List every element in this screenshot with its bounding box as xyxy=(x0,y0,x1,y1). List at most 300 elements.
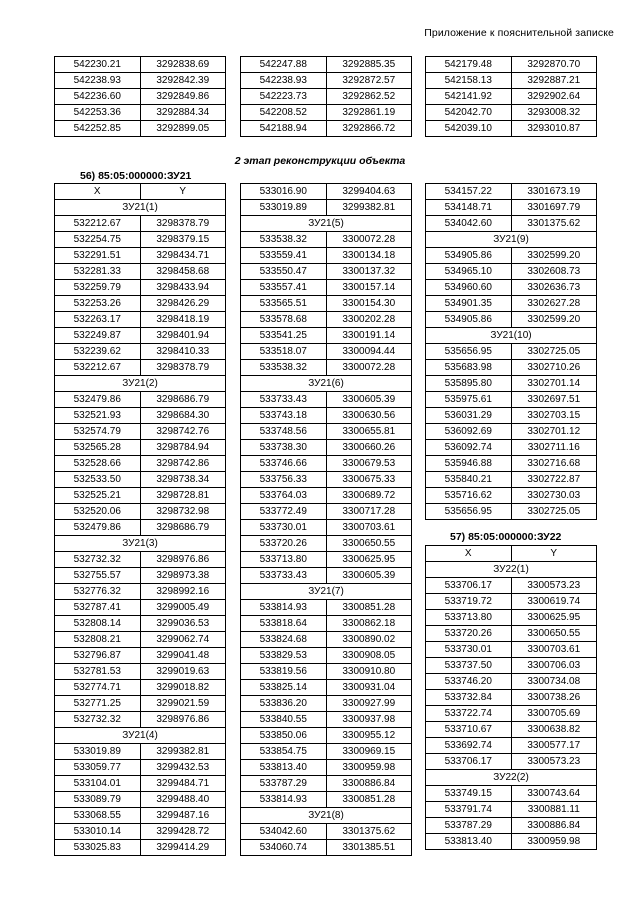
cell-y: 3298738.34 xyxy=(140,472,226,488)
zu21-coordinates-table-3 xyxy=(425,183,597,520)
cell-y: 3302599.20 xyxy=(511,248,597,264)
cell-x: 532774.71 xyxy=(55,680,141,696)
cell-x: 535683.98 xyxy=(426,360,512,376)
cell-x: 532771.25 xyxy=(55,696,141,712)
cell-y: 3298976.86 xyxy=(140,552,226,568)
cell-x: 533733.43 xyxy=(241,568,327,584)
table-row xyxy=(241,792,412,808)
subsection-label: ЗУ21(8) xyxy=(241,808,412,824)
table-row xyxy=(55,105,226,121)
cell-x: 532254.75 xyxy=(55,232,141,248)
cell-x: 533791.74 xyxy=(426,802,512,818)
cell-x: 533749.15 xyxy=(426,786,512,802)
table-row xyxy=(55,520,226,536)
cell-y: 3292842.39 xyxy=(140,73,226,89)
cell-y: 3300072.28 xyxy=(326,232,412,248)
cell-x: 533559.41 xyxy=(241,248,327,264)
cell-y: 3300706.03 xyxy=(511,658,597,674)
cell-y: 3293008.32 xyxy=(511,105,597,121)
cell-x: 532479.86 xyxy=(55,392,141,408)
table-row xyxy=(426,802,597,818)
cell-y: 3298434.71 xyxy=(140,248,226,264)
table-row xyxy=(241,89,412,105)
cell-y: 3300937.98 xyxy=(326,712,412,728)
cell-y: 3300655.81 xyxy=(326,424,412,440)
cell-y: 3302697.51 xyxy=(511,392,597,408)
coordinates-table-top-3 xyxy=(425,56,597,137)
cell-x: 532253.26 xyxy=(55,296,141,312)
table-row xyxy=(426,440,597,456)
cell-y: 3302725.05 xyxy=(511,504,597,520)
cell-x: 533713.80 xyxy=(241,552,327,568)
cell-x: 533840.55 xyxy=(241,712,327,728)
cell-x: 533764.03 xyxy=(241,488,327,504)
cell-y: 3299382.81 xyxy=(140,744,226,760)
cell-y: 3292861.19 xyxy=(326,105,412,121)
cell-x: 542042.70 xyxy=(426,105,512,121)
cell-x: 534960.60 xyxy=(426,280,512,296)
cell-y: 3299414.29 xyxy=(140,840,226,856)
header-x: X xyxy=(55,184,141,200)
cell-y: 3298992.16 xyxy=(140,584,226,600)
subsection-row xyxy=(426,562,597,578)
table-row xyxy=(241,296,412,312)
table-row xyxy=(241,776,412,792)
cell-y: 3300886.84 xyxy=(511,818,597,834)
table-row xyxy=(241,440,412,456)
table-row xyxy=(241,840,412,856)
coordinates-table-top-1 xyxy=(54,56,226,137)
table-row xyxy=(55,824,226,840)
cell-y: 3298686.79 xyxy=(140,392,226,408)
cell-y: 3300703.61 xyxy=(511,642,597,658)
cell-x: 533010.14 xyxy=(55,824,141,840)
cell-x: 533787.29 xyxy=(426,818,512,834)
table-row xyxy=(55,488,226,504)
cell-x: 533738.30 xyxy=(241,440,327,456)
cell-y: 3301385.51 xyxy=(326,840,412,856)
subsection-label: ЗУ22(1) xyxy=(426,562,597,578)
cell-x: 534042.60 xyxy=(241,824,327,840)
zu22-coordinates-table xyxy=(425,545,597,850)
table-row xyxy=(241,728,412,744)
cell-x: 533824.68 xyxy=(241,632,327,648)
cell-y: 3300679.53 xyxy=(326,456,412,472)
cell-y: 3298742.86 xyxy=(140,456,226,472)
cell-x: 542247.88 xyxy=(241,57,327,73)
table-row xyxy=(426,73,597,89)
zu21-coordinates-table-1 xyxy=(54,183,226,856)
cell-x: 533819.56 xyxy=(241,664,327,680)
cell-y: 3302716.68 xyxy=(511,456,597,472)
table-row xyxy=(241,664,412,680)
cell-x: 532239.62 xyxy=(55,344,141,360)
table-row xyxy=(241,248,412,264)
cell-y: 3298433.94 xyxy=(140,280,226,296)
table-row xyxy=(55,392,226,408)
cell-x: 533756.33 xyxy=(241,472,327,488)
table-row xyxy=(241,632,412,648)
cell-x: 542238.93 xyxy=(55,73,141,89)
cell-x: 534905.86 xyxy=(426,312,512,328)
cell-x: 535840.21 xyxy=(426,472,512,488)
cell-x: 532533.50 xyxy=(55,472,141,488)
cell-y: 3302608.73 xyxy=(511,264,597,280)
table-row xyxy=(241,328,412,344)
cell-y: 3302710.26 xyxy=(511,360,597,376)
cell-x: 533706.17 xyxy=(426,578,512,594)
cell-x: 533541.25 xyxy=(241,328,327,344)
cell-x: 535656.95 xyxy=(426,504,512,520)
table-row xyxy=(426,184,597,200)
cell-x: 535716.62 xyxy=(426,488,512,504)
cell-y: 3298973.38 xyxy=(140,568,226,584)
cell-y: 3299005.49 xyxy=(140,600,226,616)
table-row xyxy=(55,121,226,137)
cell-x: 533720.26 xyxy=(241,536,327,552)
cell-y: 3300573.23 xyxy=(511,754,597,770)
cell-y: 3300969.15 xyxy=(326,744,412,760)
cell-x: 533813.40 xyxy=(241,760,327,776)
cell-x: 533730.01 xyxy=(241,520,327,536)
cell-x: 532808.21 xyxy=(55,632,141,648)
table-row xyxy=(426,200,597,216)
cell-y: 3301697.79 xyxy=(511,200,597,216)
cell-x: 535895.80 xyxy=(426,376,512,392)
cell-x: 536092.69 xyxy=(426,424,512,440)
cell-y: 3300605.39 xyxy=(326,392,412,408)
cell-x: 532776.32 xyxy=(55,584,141,600)
cell-x: 532565.28 xyxy=(55,440,141,456)
table-row xyxy=(241,105,412,121)
table-row xyxy=(426,786,597,802)
cell-y: 3298732.98 xyxy=(140,504,226,520)
cell-x: 532574.79 xyxy=(55,424,141,440)
cell-x: 533746.66 xyxy=(241,456,327,472)
cell-y: 3300137.32 xyxy=(326,264,412,280)
cell-y: 3302701.14 xyxy=(511,376,597,392)
table-row xyxy=(241,600,412,616)
table-row xyxy=(241,344,412,360)
cell-y: 3300154.30 xyxy=(326,296,412,312)
table-row xyxy=(426,658,597,674)
table-row xyxy=(55,712,226,728)
cell-x: 533854.75 xyxy=(241,744,327,760)
cell-y: 3300705.69 xyxy=(511,706,597,722)
cell-y: 3299432.53 xyxy=(140,760,226,776)
cell-x: 533713.80 xyxy=(426,610,512,626)
cell-y: 3300743.64 xyxy=(511,786,597,802)
table-row xyxy=(241,121,412,137)
table-row xyxy=(241,552,412,568)
table-row xyxy=(426,344,597,360)
cell-y: 3300910.80 xyxy=(326,664,412,680)
subsection-row xyxy=(55,376,226,392)
table-row xyxy=(426,488,597,504)
table-row xyxy=(55,632,226,648)
subsection-label: ЗУ21(1) xyxy=(55,200,226,216)
cell-x: 532521.93 xyxy=(55,408,141,424)
cell-x: 533813.40 xyxy=(426,834,512,850)
cell-y: 3300660.26 xyxy=(326,440,412,456)
cell-x: 534905.86 xyxy=(426,248,512,264)
cell-y: 3300959.98 xyxy=(511,834,597,850)
cell-x: 533518.07 xyxy=(241,344,327,360)
table-row xyxy=(426,89,597,105)
cell-y: 3300886.84 xyxy=(326,776,412,792)
table-row xyxy=(426,456,597,472)
table-row xyxy=(55,232,226,248)
table-row xyxy=(55,456,226,472)
header-x: X xyxy=(426,546,512,562)
cell-x: 533016.90 xyxy=(241,184,327,200)
table-row xyxy=(55,424,226,440)
cell-y: 3300703.61 xyxy=(326,520,412,536)
subsection-row xyxy=(55,200,226,216)
table-row xyxy=(55,344,226,360)
cell-x: 542179.48 xyxy=(426,57,512,73)
cell-y: 3301673.19 xyxy=(511,184,597,200)
cell-x: 536092.74 xyxy=(426,440,512,456)
table-row xyxy=(55,73,226,89)
cell-y: 3300908.05 xyxy=(326,648,412,664)
cell-y: 3298401.94 xyxy=(140,328,226,344)
cell-y: 3300605.39 xyxy=(326,568,412,584)
cell-y: 3300134.18 xyxy=(326,248,412,264)
cell-y: 3302701.12 xyxy=(511,424,597,440)
cell-x: 535946.88 xyxy=(426,456,512,472)
cell-y: 3299018.82 xyxy=(140,680,226,696)
cell-x: 533710.67 xyxy=(426,722,512,738)
cell-x: 532281.33 xyxy=(55,264,141,280)
cell-y: 3300094.44 xyxy=(326,344,412,360)
table-row xyxy=(55,57,226,73)
cell-y: 3300927.99 xyxy=(326,696,412,712)
cell-y: 3302711.16 xyxy=(511,440,597,456)
cell-x: 533737.50 xyxy=(426,658,512,674)
cell-x: 532249.87 xyxy=(55,328,141,344)
cell-y: 3302730.03 xyxy=(511,488,597,504)
table-row xyxy=(55,680,226,696)
cell-x: 533746.20 xyxy=(426,674,512,690)
cell-x: 533059.77 xyxy=(55,760,141,776)
cell-x: 533565.51 xyxy=(241,296,327,312)
object-title-zu22: 57) 85:05:000000:ЗУ22 xyxy=(450,531,562,543)
subsection-label: ЗУ21(2) xyxy=(55,376,226,392)
table-row xyxy=(55,264,226,280)
table-row xyxy=(241,712,412,728)
table-row xyxy=(55,89,226,105)
cell-x: 533829.53 xyxy=(241,648,327,664)
table-row xyxy=(426,642,597,658)
table-row xyxy=(426,578,597,594)
cell-y: 3292885.35 xyxy=(326,57,412,73)
table-row xyxy=(55,584,226,600)
cell-x: 533719.72 xyxy=(426,594,512,610)
subsection-row xyxy=(241,216,412,232)
subsection-label: ЗУ21(6) xyxy=(241,376,412,392)
table-row xyxy=(241,680,412,696)
table-row xyxy=(241,456,412,472)
table-row xyxy=(426,392,597,408)
cell-y: 3292887.21 xyxy=(511,73,597,89)
cell-y: 3292838.69 xyxy=(140,57,226,73)
table-row xyxy=(426,674,597,690)
table-row xyxy=(55,568,226,584)
cell-y: 3300717.28 xyxy=(326,504,412,520)
subsection-row xyxy=(241,376,412,392)
cell-x: 533068.55 xyxy=(55,808,141,824)
cell-y: 3292899.05 xyxy=(140,121,226,137)
table-row xyxy=(241,648,412,664)
table-row xyxy=(55,808,226,824)
table-row xyxy=(241,744,412,760)
cell-x: 533692.74 xyxy=(426,738,512,754)
table-row xyxy=(241,57,412,73)
cell-x: 534148.71 xyxy=(426,200,512,216)
cell-y: 3299382.81 xyxy=(326,200,412,216)
cell-x: 542141.92 xyxy=(426,89,512,105)
table-row xyxy=(426,360,597,376)
table-row xyxy=(241,200,412,216)
cell-x: 533557.41 xyxy=(241,280,327,296)
cell-x: 533825.14 xyxy=(241,680,327,696)
table-row xyxy=(55,616,226,632)
cell-x: 532732.32 xyxy=(55,552,141,568)
cell-x: 533814.93 xyxy=(241,792,327,808)
cell-x: 536031.29 xyxy=(426,408,512,424)
table-row xyxy=(426,121,597,137)
table-row xyxy=(55,664,226,680)
table-row xyxy=(241,472,412,488)
cell-y: 3300890.02 xyxy=(326,632,412,648)
table-row xyxy=(55,472,226,488)
table-row xyxy=(241,232,412,248)
table-row xyxy=(426,57,597,73)
cell-y: 3298410.33 xyxy=(140,344,226,360)
header-y: Y xyxy=(511,546,597,562)
table-row xyxy=(241,824,412,840)
table-row xyxy=(426,408,597,424)
cell-y: 3292884.34 xyxy=(140,105,226,121)
table-row xyxy=(426,280,597,296)
cell-x: 532796.87 xyxy=(55,648,141,664)
table-row xyxy=(426,834,597,850)
cell-x: 542188.94 xyxy=(241,121,327,137)
table-row xyxy=(55,408,226,424)
table-row xyxy=(426,722,597,738)
cell-x: 532212.67 xyxy=(55,360,141,376)
cell-y: 3293010.87 xyxy=(511,121,597,137)
cell-x: 533836.20 xyxy=(241,696,327,712)
cell-y: 3299019.63 xyxy=(140,664,226,680)
cell-y: 3302636.73 xyxy=(511,280,597,296)
cell-y: 3300072.28 xyxy=(326,360,412,376)
cell-y: 3299484.71 xyxy=(140,776,226,792)
table-row xyxy=(241,616,412,632)
table-row xyxy=(55,840,226,856)
header-y: Y xyxy=(140,184,226,200)
cell-y: 3298418.19 xyxy=(140,312,226,328)
cell-y: 3300959.98 xyxy=(326,760,412,776)
cell-x: 532525.21 xyxy=(55,488,141,504)
table-row xyxy=(426,610,597,626)
table-row xyxy=(55,760,226,776)
table-header-row xyxy=(55,184,226,200)
cell-y: 3299062.74 xyxy=(140,632,226,648)
table-row xyxy=(55,744,226,760)
table-row xyxy=(426,296,597,312)
cell-x: 533104.01 xyxy=(55,776,141,792)
cell-x: 533089.79 xyxy=(55,792,141,808)
table-row xyxy=(426,216,597,232)
table-row xyxy=(241,424,412,440)
table-row xyxy=(55,440,226,456)
cell-y: 3299036.53 xyxy=(140,616,226,632)
cell-x: 533550.47 xyxy=(241,264,327,280)
cell-x: 542230.21 xyxy=(55,57,141,73)
table-row xyxy=(426,264,597,280)
cell-y: 3301375.62 xyxy=(326,824,412,840)
table-row xyxy=(426,504,597,520)
table-row xyxy=(426,706,597,722)
cell-y: 3300734.08 xyxy=(511,674,597,690)
table-row xyxy=(426,818,597,834)
table-row xyxy=(426,312,597,328)
subsection-row xyxy=(426,770,597,786)
cell-x: 532787.41 xyxy=(55,600,141,616)
cell-y: 3298426.29 xyxy=(140,296,226,312)
cell-y: 3300738.26 xyxy=(511,690,597,706)
cell-x: 532263.17 xyxy=(55,312,141,328)
header-note: Приложение к пояснительной записке xyxy=(424,27,614,39)
table-row xyxy=(241,536,412,552)
cell-x: 533019.89 xyxy=(241,200,327,216)
cell-y: 3298378.79 xyxy=(140,360,226,376)
cell-y: 3302627.28 xyxy=(511,296,597,312)
coordinates-table-top-2 xyxy=(240,56,412,137)
cell-y: 3292870.70 xyxy=(511,57,597,73)
subsection-row xyxy=(426,232,597,248)
cell-x: 542039.10 xyxy=(426,121,512,137)
cell-y: 3300625.95 xyxy=(511,610,597,626)
cell-y: 3292866.72 xyxy=(326,121,412,137)
cell-y: 3300625.95 xyxy=(326,552,412,568)
subsection-label: ЗУ22(2) xyxy=(426,770,597,786)
table-row xyxy=(426,424,597,440)
subsection-row xyxy=(55,536,226,552)
table-row xyxy=(55,360,226,376)
cell-x: 533733.43 xyxy=(241,392,327,408)
table-row xyxy=(55,648,226,664)
cell-y: 3300202.28 xyxy=(326,312,412,328)
table-row xyxy=(55,696,226,712)
cell-x: 533722.74 xyxy=(426,706,512,722)
subsection-row xyxy=(241,584,412,600)
subsection-row xyxy=(55,728,226,744)
cell-y: 3299487.16 xyxy=(140,808,226,824)
cell-x: 534965.10 xyxy=(426,264,512,280)
subsection-row xyxy=(426,328,597,344)
cell-x: 532212.67 xyxy=(55,216,141,232)
subsection-label: ЗУ21(4) xyxy=(55,728,226,744)
cell-y: 3298728.81 xyxy=(140,488,226,504)
cell-y: 3299488.40 xyxy=(140,792,226,808)
cell-x: 534901.35 xyxy=(426,296,512,312)
table-row xyxy=(55,776,226,792)
subsection-label: ЗУ21(5) xyxy=(241,216,412,232)
cell-y: 3298742.76 xyxy=(140,424,226,440)
